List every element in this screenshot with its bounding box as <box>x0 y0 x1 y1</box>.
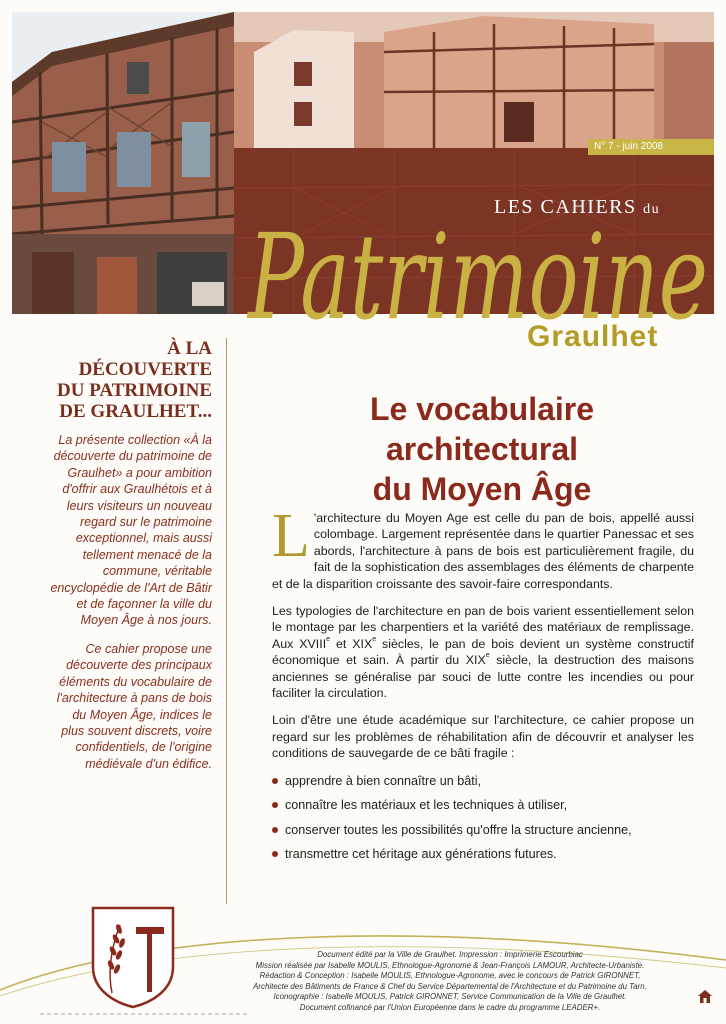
intro-line: l'architecture à pans de bois <box>56 691 212 706</box>
issue-intro <box>12 641 212 772</box>
paragraph-text: et XIX <box>330 636 373 651</box>
paragraph-intro-text: 'architecture du Moyen Age est celle du pan de bois, appellé aussi colombage. Largement représentée dans le quartier Panessac et ses abords, l'architecture à pans de bois est particulièrement fragile, du fait de la sophistication des assemblages des éléments de charpente et de la disparition croissante des savoir-faire correspondants. <box>272 511 694 591</box>
sidebar-heading-line: À LA <box>167 338 212 359</box>
sidebar-heading-line: DU PATRIMOINE <box>57 380 212 401</box>
intro-line: tellement menacé de la <box>82 547 212 562</box>
list-item: apprendre à bien connaître un bâti, <box>272 773 694 789</box>
intro-line: d'offrir aux Graulhétois et à <box>62 482 212 497</box>
main-title-line: du Moyen Âge <box>372 471 592 508</box>
intro-line: Graulhet» a pour ambition <box>67 465 212 480</box>
main-title <box>262 389 702 509</box>
drop-cap: L <box>272 502 310 570</box>
half-timbered-house-photo <box>12 12 234 314</box>
credits-line: Document cofinancé par l'Union Européenne dans le cadre du programme LEADER+. <box>299 1002 601 1012</box>
title-banner <box>234 148 714 314</box>
graulhet-crest-icon <box>90 905 176 1009</box>
paragraph-text: siècles, le pan de bois devient un système constructif économique et sain. À partir du XIX <box>272 636 694 668</box>
intro-line: découverte du patrimoine de <box>53 449 212 464</box>
street-houses-photo <box>234 12 714 148</box>
sidebar-heading-line: DE GRAULHET... <box>59 401 212 422</box>
main-title-line: architectural <box>385 431 579 468</box>
article-body <box>272 502 694 870</box>
sidebar <box>12 338 212 784</box>
intro-line: découverte des principaux <box>66 658 212 673</box>
intro-line: commune, véritable <box>102 564 212 579</box>
intro-line: médiévale d'un édifice. <box>85 756 212 771</box>
credits <box>190 950 710 1013</box>
credits-line: Rédaction & Conception : Isabelle MOULIS, Ethnologue-Agronome, avec le concours de Patrick GIRONNET, <box>259 971 641 980</box>
intro-line: et de façonner la ville du <box>76 597 212 612</box>
intro-line: leurs visiteurs un nouveau <box>66 498 212 513</box>
intro-line: éléments du vocabulaire de <box>59 674 212 689</box>
series-title-prefix: LES CAHIERS <box>494 196 637 218</box>
paragraph-text: Les typologies de l'architecture en pan de bois varient essentiellement selon le montage par les charpentiers et la variété des matériaux de remplissage. Aux XVIII <box>272 604 694 651</box>
series-title <box>494 196 660 219</box>
collection-intro <box>12 432 212 629</box>
series-title-du: du <box>643 202 661 217</box>
list-item: conserver toutes les possibilités qu'offre la structure ancienne, <box>272 822 694 838</box>
house-icon <box>697 988 713 1004</box>
list-item: transmettre cet héritage aux générations futures. <box>272 846 694 862</box>
goals-list <box>272 773 694 863</box>
intro-line: encyclopédie de l'Art de Bâtir <box>50 580 212 595</box>
credits-line: Iconographie : Isabelle MOULIS, Patrick GIRONNET, Service Communication de la Ville de Graulhet. <box>273 992 627 1001</box>
paragraph-text: siècle, la destruction des maisons anciennes se généralise par souci de lutte contre les incendies ou pour faciliter la circulation. <box>272 653 694 701</box>
intro-line: regard sur le patrimoine <box>79 515 212 530</box>
sidebar-heading-line: DÉCOUVERTE <box>78 359 212 380</box>
patrimoine-logo-text: Patrimoine <box>246 208 708 346</box>
superscript: e <box>372 635 377 643</box>
column-divider <box>226 338 227 904</box>
intro-line: plus souvent discrets, voire <box>61 723 212 738</box>
intro-line: exceptionnel, mais aussi <box>75 531 212 546</box>
credits-line: Architecte des Bâtiments de France & Chef du Service Départemental de l'Architecture et du Patrimoine du Tarn. <box>253 981 647 991</box>
intro-line: du Moyen Âge, indices le <box>72 707 212 722</box>
intro-line: Ce cahier propose une <box>85 641 212 656</box>
credits-line: Document édité par la Ville de Graulhet. Impression : Imprimerie Escourbiac <box>317 950 583 959</box>
superscript: e <box>485 652 490 660</box>
list-item: connaître les matériaux et les techniques à utiliser, <box>272 797 694 813</box>
superscript: e <box>326 635 331 643</box>
credits-line: Mission réalisée par Isabelle MOULIS, Ethnologue-Agronome & Jean-François LAMOUR, Architecte-Urbaniste. <box>255 960 645 970</box>
issue-number: N° 7 - juin 2008 <box>588 139 714 155</box>
intro-line: Moyen Âge à nos jours. <box>80 613 212 628</box>
paragraph-purpose: Loin d'être une étude académique sur l'architecture, ce cahier propose un regard sur les problèmes de réhabilitation afin de découvrir et analyser les conditions de sauvegarde de ce bâti fragile : <box>272 713 694 761</box>
town-name: Graulhet <box>527 320 659 353</box>
intro-line: La présente collection «À la <box>58 433 212 447</box>
sidebar-heading <box>12 338 212 422</box>
paragraph-intro <box>272 502 694 592</box>
paragraph-typologies <box>272 603 694 701</box>
intro-line: confidentiels, de l'origine <box>75 740 212 755</box>
main-title-line: Le vocabulaire <box>369 391 595 428</box>
